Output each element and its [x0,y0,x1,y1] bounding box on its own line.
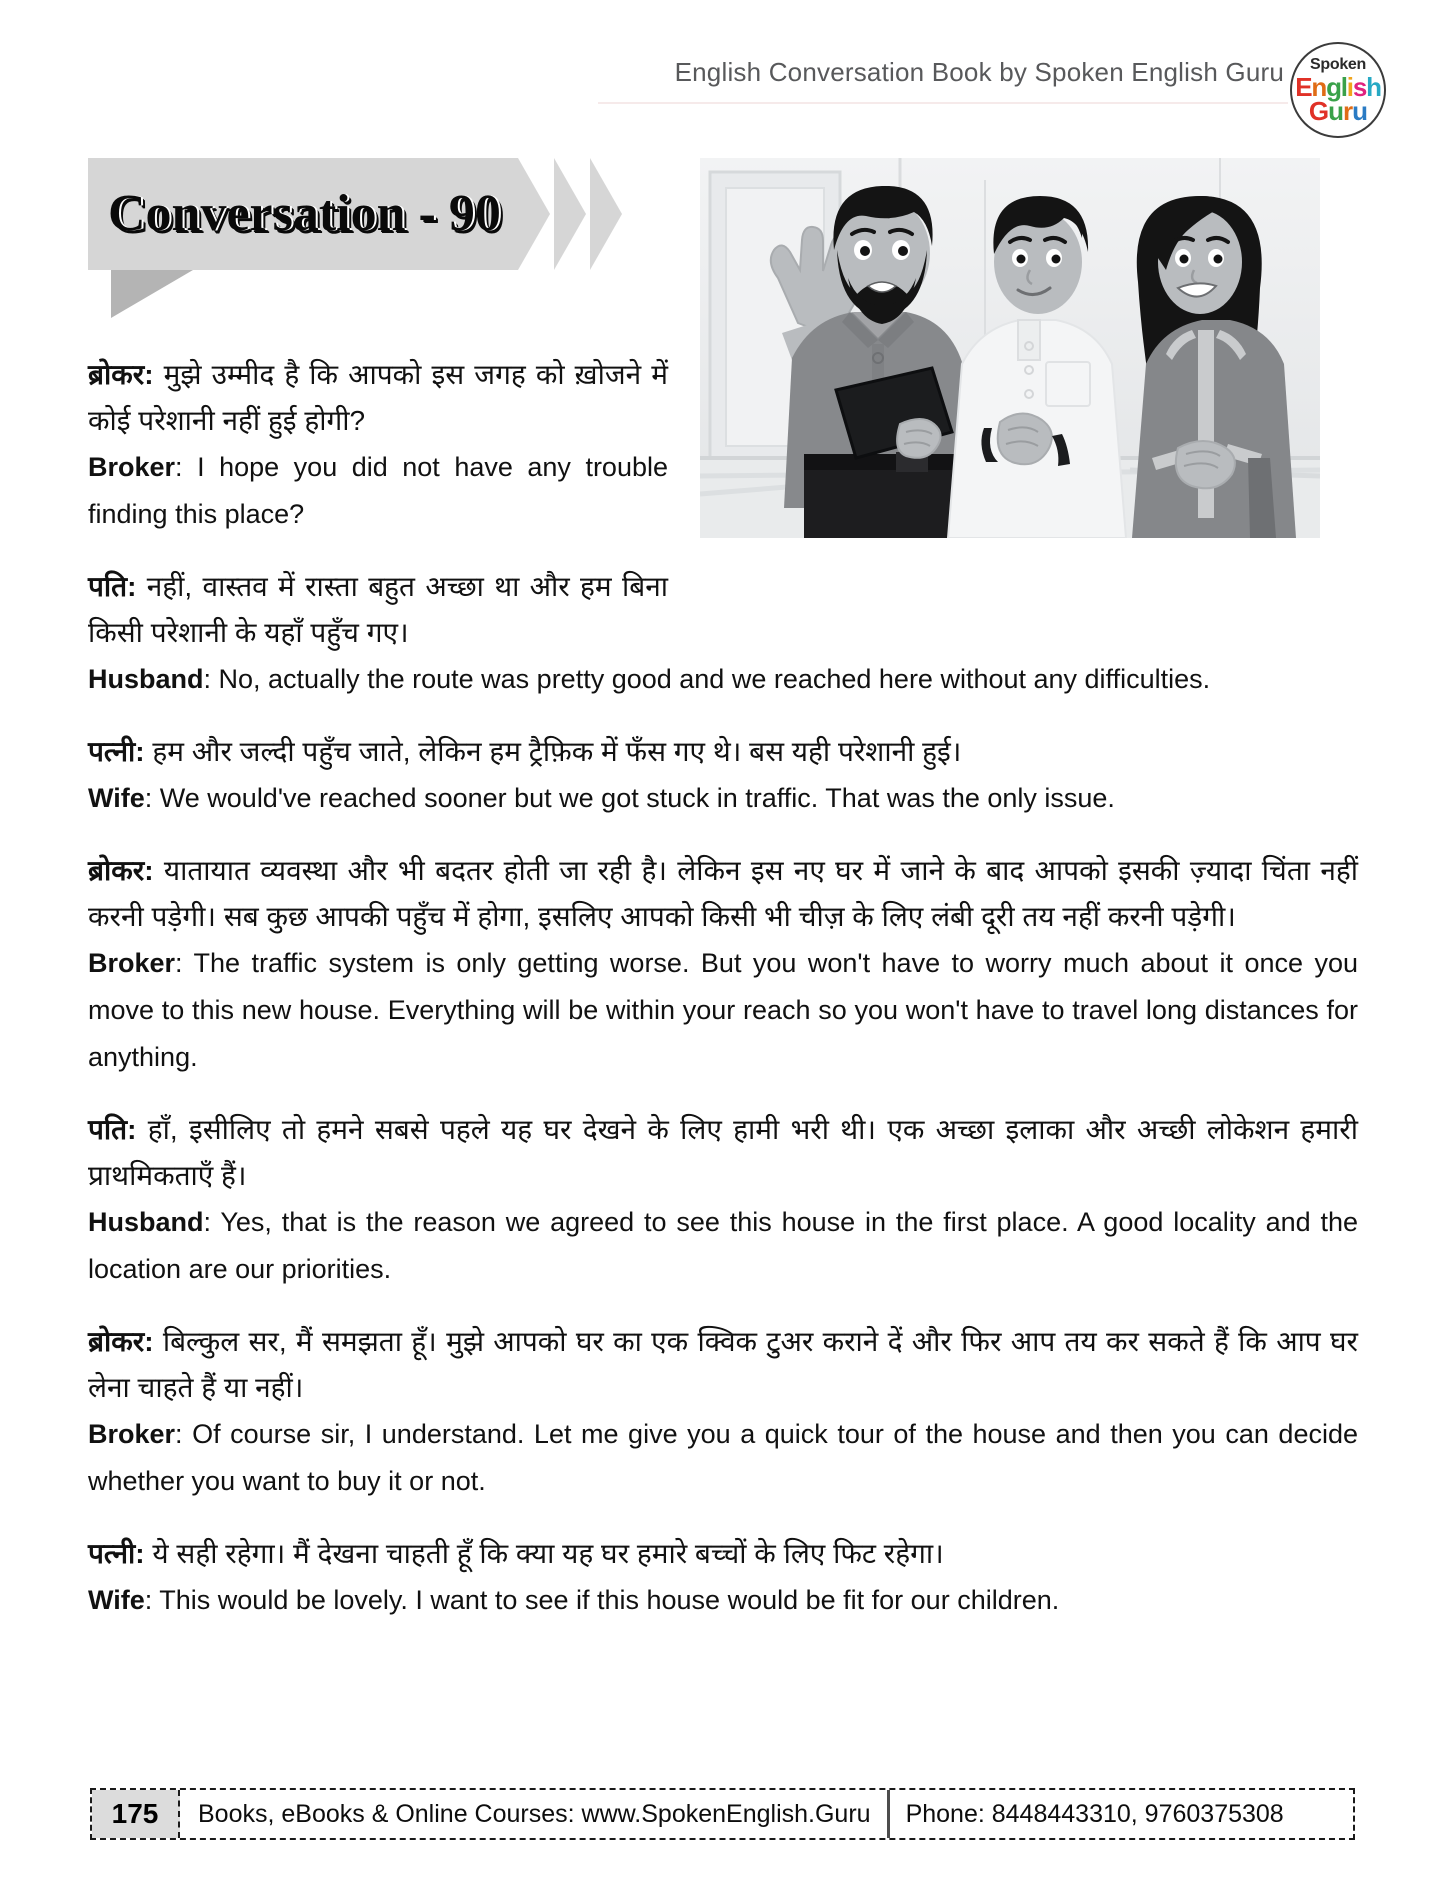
speaker-label-hindi: पत्नी: [88,1538,145,1569]
dialogue-english [88,940,1358,1081]
dialogue-hindi-text: बिल्कुल सर, मैं समझता हूँ। मुझे आपको घर का एक क्विक टुअर कराने दें और फिर आप तय कर सकते हैं कि आप घर लेना चाहते हैं या नहीं। [88,1326,1358,1403]
page-title: Conversation - 90 [108,185,501,242]
header-title: English Conversation Book by Spoken English Guru [674,57,1284,87]
dialogue-turn-7 [88,1531,1358,1624]
conversation-banner [88,158,518,270]
dialogue-hindi [88,848,1358,940]
dialogue-english-text: : No, actually the route was pretty good and we reached here without any difficulties. [203,664,1211,694]
dialogue-english-text: : The traffic system is only getting worse. But you won't have to worry much about it once you move to this new house. Everything will be within your reach so you won't have to travel long distances for anything. [88,948,1358,1072]
conversation-body [88,352,1358,1650]
header-divider [598,102,1288,104]
speaker-label-english: Wife [88,1585,145,1615]
dialogue-turn-2 [88,564,1358,703]
chevron-right-icon [554,158,586,270]
speaker-label-hindi: ब्रोकर: [88,855,154,886]
dialogue-turn-5 [88,1107,1358,1293]
footer-phone-text: Phone: 8448443310, 9760375308 [905,1799,1284,1828]
page-header [598,52,1288,108]
speaker-label-hindi: पति: [88,1114,137,1145]
dialogue-turn-6 [88,1319,1358,1505]
chevron-right-icon [590,158,622,270]
dialogue-english-text: : This would be lovely. I want to see if this house would be fit for our children. [144,1585,1060,1615]
footer-courses-text: Books, eBooks & Online Courses: www.SpokenEnglish.Guru [180,1790,890,1838]
dialogue-hindi [88,352,668,444]
dialogue-english-text: : Yes, that is the reason we agreed to see this house in the first place. A good locality and the location are our priorities. [88,1207,1358,1284]
dialogue-english-text: : We would've reached sooner but we got stuck in traffic. That was the only issue. [144,783,1115,813]
dialogue-english-text: : I hope you did not have any trouble finding this place? [88,452,668,529]
speaker-label-hindi: पति: [88,571,137,602]
page-footer [90,1788,1355,1840]
chevron-right-icon [518,158,550,270]
dialogue-hindi [88,564,668,656]
logo-line-english: English [1295,71,1381,102]
speaker-label-english: Broker [88,1419,176,1449]
dialogue-english [88,1411,1358,1505]
speaker-label-hindi: ब्रोकर: [88,359,154,390]
dialogue-english-text: : Of course sir, I understand. Let me give you a quick tour of the house and then you can decide whether you want to buy it or not. [88,1419,1358,1496]
dialogue-hindi [88,1107,1358,1199]
chevron-right-icon-group [518,158,628,270]
dialogue-turn-4 [88,848,1358,1081]
dialogue-hindi [88,1531,1358,1577]
dialogue-turn-3 [88,729,1358,822]
dialogue-turn-1 [88,352,668,538]
page-number: 175 [92,1790,180,1838]
dialogue-hindi-text: यातायात व्यवस्था और भी बदतर होती जा रही है। लेकिन इस नए घर में जाने के बाद आपको इसकी ज़्यादा चिंता नहीं करनी पड़ेगी। सब कुछ आपकी पहुँच में होगा, इसलिए आपको किसी भी चीज़ के लिए लंबी दूरी तय नहीं करनी पड़ेगी। [88,855,1358,932]
logo-line-spoken: Spoken [1310,55,1366,73]
dialogue-hindi-text: हम और जल्दी पहुँच जाते, लेकिन हम ट्रैफ़िक में फँस गए थे। बस यही परेशानी हुई। [144,736,962,767]
speaker-label-english: Husband [88,1207,204,1237]
speaker-label-hindi: पत्नी: [88,736,145,767]
speaker-label-hindi: ब्रोकर: [88,1326,154,1357]
speaker-label-english: Wife [88,783,145,813]
spoken-english-guru-logo [1290,42,1386,138]
logo-line-guru: Guru [1308,95,1368,126]
dialogue-english [88,1199,1358,1293]
dialogue-hindi-text: नहीं, वास्तव में रास्ता बहुत अच्छा था और हम बिना किसी परेशानी के यहाँ पहुँच गए। [88,571,668,648]
dialogue-english [88,775,1358,822]
dialogue-english [88,656,1358,703]
dialogue-english [88,444,668,538]
speaker-label-english: Broker [88,452,176,482]
speaker-label-english: Broker [88,948,176,978]
banner-fold-decoration [111,270,193,318]
dialogue-hindi-text: हाँ, इसीलिए तो हमने सबसे पहले यह घर देखने के लिए हामी भरी थी। एक अच्छा इलाका और अच्छी लोकेशन हमारी प्राथमिकताएँ हैं। [88,1114,1358,1191]
dialogue-english [88,1577,1358,1624]
dialogue-hindi-text: मुझे उम्मीद है कि आपको इस जगह को ख़ोजने में कोई परेशानी नहीं हुई होगी? [88,359,668,436]
dialogue-hindi [88,1319,1358,1411]
dialogue-hindi [88,729,1358,775]
speaker-label-english: Husband [88,664,204,694]
dialogue-hindi-text: ये सही रहेगा। मैं देखना चाहती हूँ कि क्या यह घर हमारे बच्चों के लिए फिट रहेगा। [144,1538,944,1569]
